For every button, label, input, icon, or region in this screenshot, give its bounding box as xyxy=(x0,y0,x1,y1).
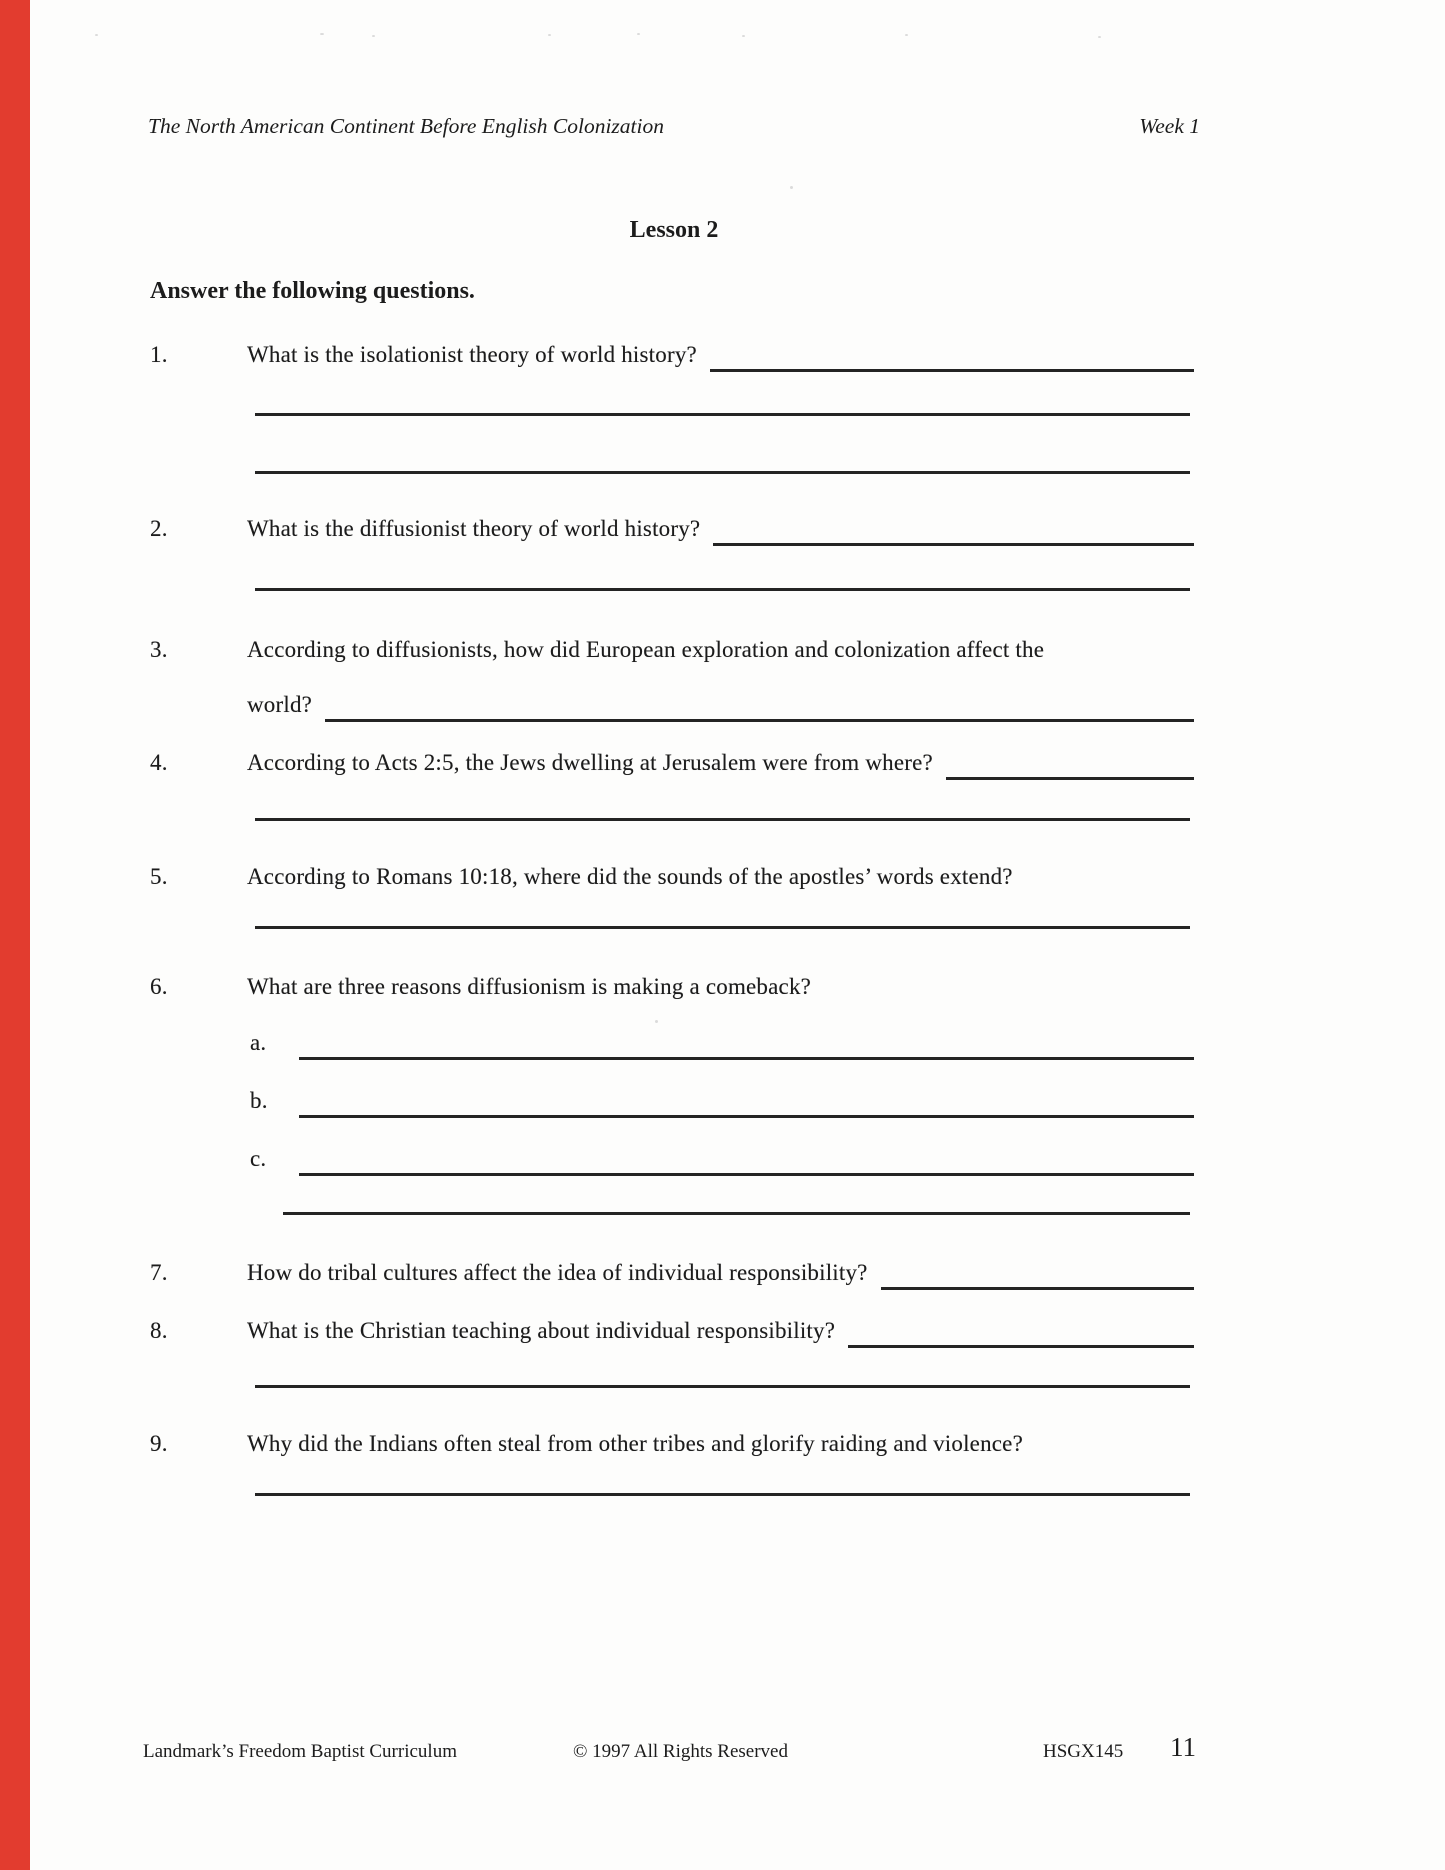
question-3 xyxy=(150,635,1194,667)
question-8 xyxy=(150,1316,1194,1348)
subitem-letter: c. xyxy=(250,1146,267,1171)
answer-line xyxy=(255,1385,1190,1388)
question-text: According to Romans 10:18, where did the sounds of the apostles’ words extend? xyxy=(247,864,1013,889)
question-text: According to Acts 2:5, the Jews dwelling at Jerusalem were from where? xyxy=(247,750,933,775)
question-text: Why did the Indians often steal from other tribes and glorify raiding and violence? xyxy=(247,1431,1024,1456)
question-number: 2. xyxy=(150,516,168,541)
answer-blank xyxy=(299,1086,1194,1118)
scan-speckle xyxy=(905,34,908,36)
question-text: According to diffusionists, how did European exploration and colonization affect the xyxy=(247,637,1045,662)
question-7 xyxy=(150,1258,1194,1290)
footer-publisher: Landmark’s Freedom Baptist Curriculum xyxy=(143,1741,457,1762)
question-number: 1. xyxy=(150,342,168,367)
question-6 xyxy=(150,972,1194,1004)
question-text: What is the isolationist theory of world history? xyxy=(247,342,697,367)
question-number: 3. xyxy=(150,637,168,662)
question-text: What is the diffusionist theory of world history? xyxy=(247,516,701,541)
answer-blank xyxy=(848,1316,1194,1348)
question-4 xyxy=(150,748,1194,780)
answer-line xyxy=(255,1493,1190,1496)
answer-blank xyxy=(881,1258,1194,1290)
footer-code: HSGX145 xyxy=(1043,1741,1124,1762)
scan-speckle xyxy=(790,186,793,189)
page-edge-stripe xyxy=(0,0,30,1870)
scan-speckle xyxy=(95,34,98,36)
question-6-item-c xyxy=(250,1144,1194,1176)
answer-blank xyxy=(713,514,1194,546)
header-course-title: The North American Continent Before English Colonization xyxy=(148,114,664,138)
subitem-letter: b. xyxy=(250,1088,268,1113)
answer-line xyxy=(255,588,1190,591)
answer-blank xyxy=(325,690,1194,722)
scan-speckle xyxy=(320,33,324,35)
scan-speckle xyxy=(637,33,640,35)
question-6-item-a xyxy=(250,1028,1194,1060)
answer-line xyxy=(283,1212,1190,1215)
question-number: 7. xyxy=(150,1260,168,1285)
question-text: world? xyxy=(247,692,313,717)
subitem-letter: a. xyxy=(250,1030,267,1055)
scan-speckle xyxy=(655,1020,658,1023)
scan-speckle xyxy=(1098,36,1101,38)
question-text: What is the Christian teaching about individual responsibility? xyxy=(247,1318,836,1343)
scan-speckle xyxy=(372,35,375,37)
question-5 xyxy=(150,862,1194,894)
question-number: 9. xyxy=(150,1431,168,1456)
question-number: 8. xyxy=(150,1318,168,1343)
question-6-item-b xyxy=(250,1086,1194,1118)
answer-blank xyxy=(299,1028,1194,1060)
question-9 xyxy=(150,1429,1194,1461)
question-number: 5. xyxy=(150,864,168,889)
answer-blank xyxy=(299,1144,1194,1176)
scan-speckle xyxy=(742,35,745,37)
question-number: 4. xyxy=(150,750,168,775)
answer-line xyxy=(255,413,1190,416)
answer-blank xyxy=(710,340,1194,372)
answer-line xyxy=(255,818,1190,821)
question-3-line-2 xyxy=(150,690,1194,722)
scan-speckle xyxy=(548,34,551,36)
page-header xyxy=(148,112,1200,140)
question-number: 6. xyxy=(150,974,168,999)
answer-line xyxy=(255,926,1190,929)
instructions-heading: Answer the following questions. xyxy=(150,278,475,304)
lesson-title: Lesson 2 xyxy=(629,217,719,243)
footer-copyright: © 1997 All Rights Reserved xyxy=(573,1741,788,1762)
question-text: What are three reasons diffusionism is making a comeback? xyxy=(247,974,812,999)
question-2 xyxy=(150,514,1194,546)
question-text: How do tribal cultures affect the idea of individual responsibility? xyxy=(247,1260,868,1285)
answer-line xyxy=(255,471,1190,474)
answer-blank xyxy=(946,748,1194,780)
page-number: 11 xyxy=(1170,1732,1196,1762)
question-1 xyxy=(150,340,1194,372)
header-week-label: Week 1 xyxy=(1139,114,1200,138)
